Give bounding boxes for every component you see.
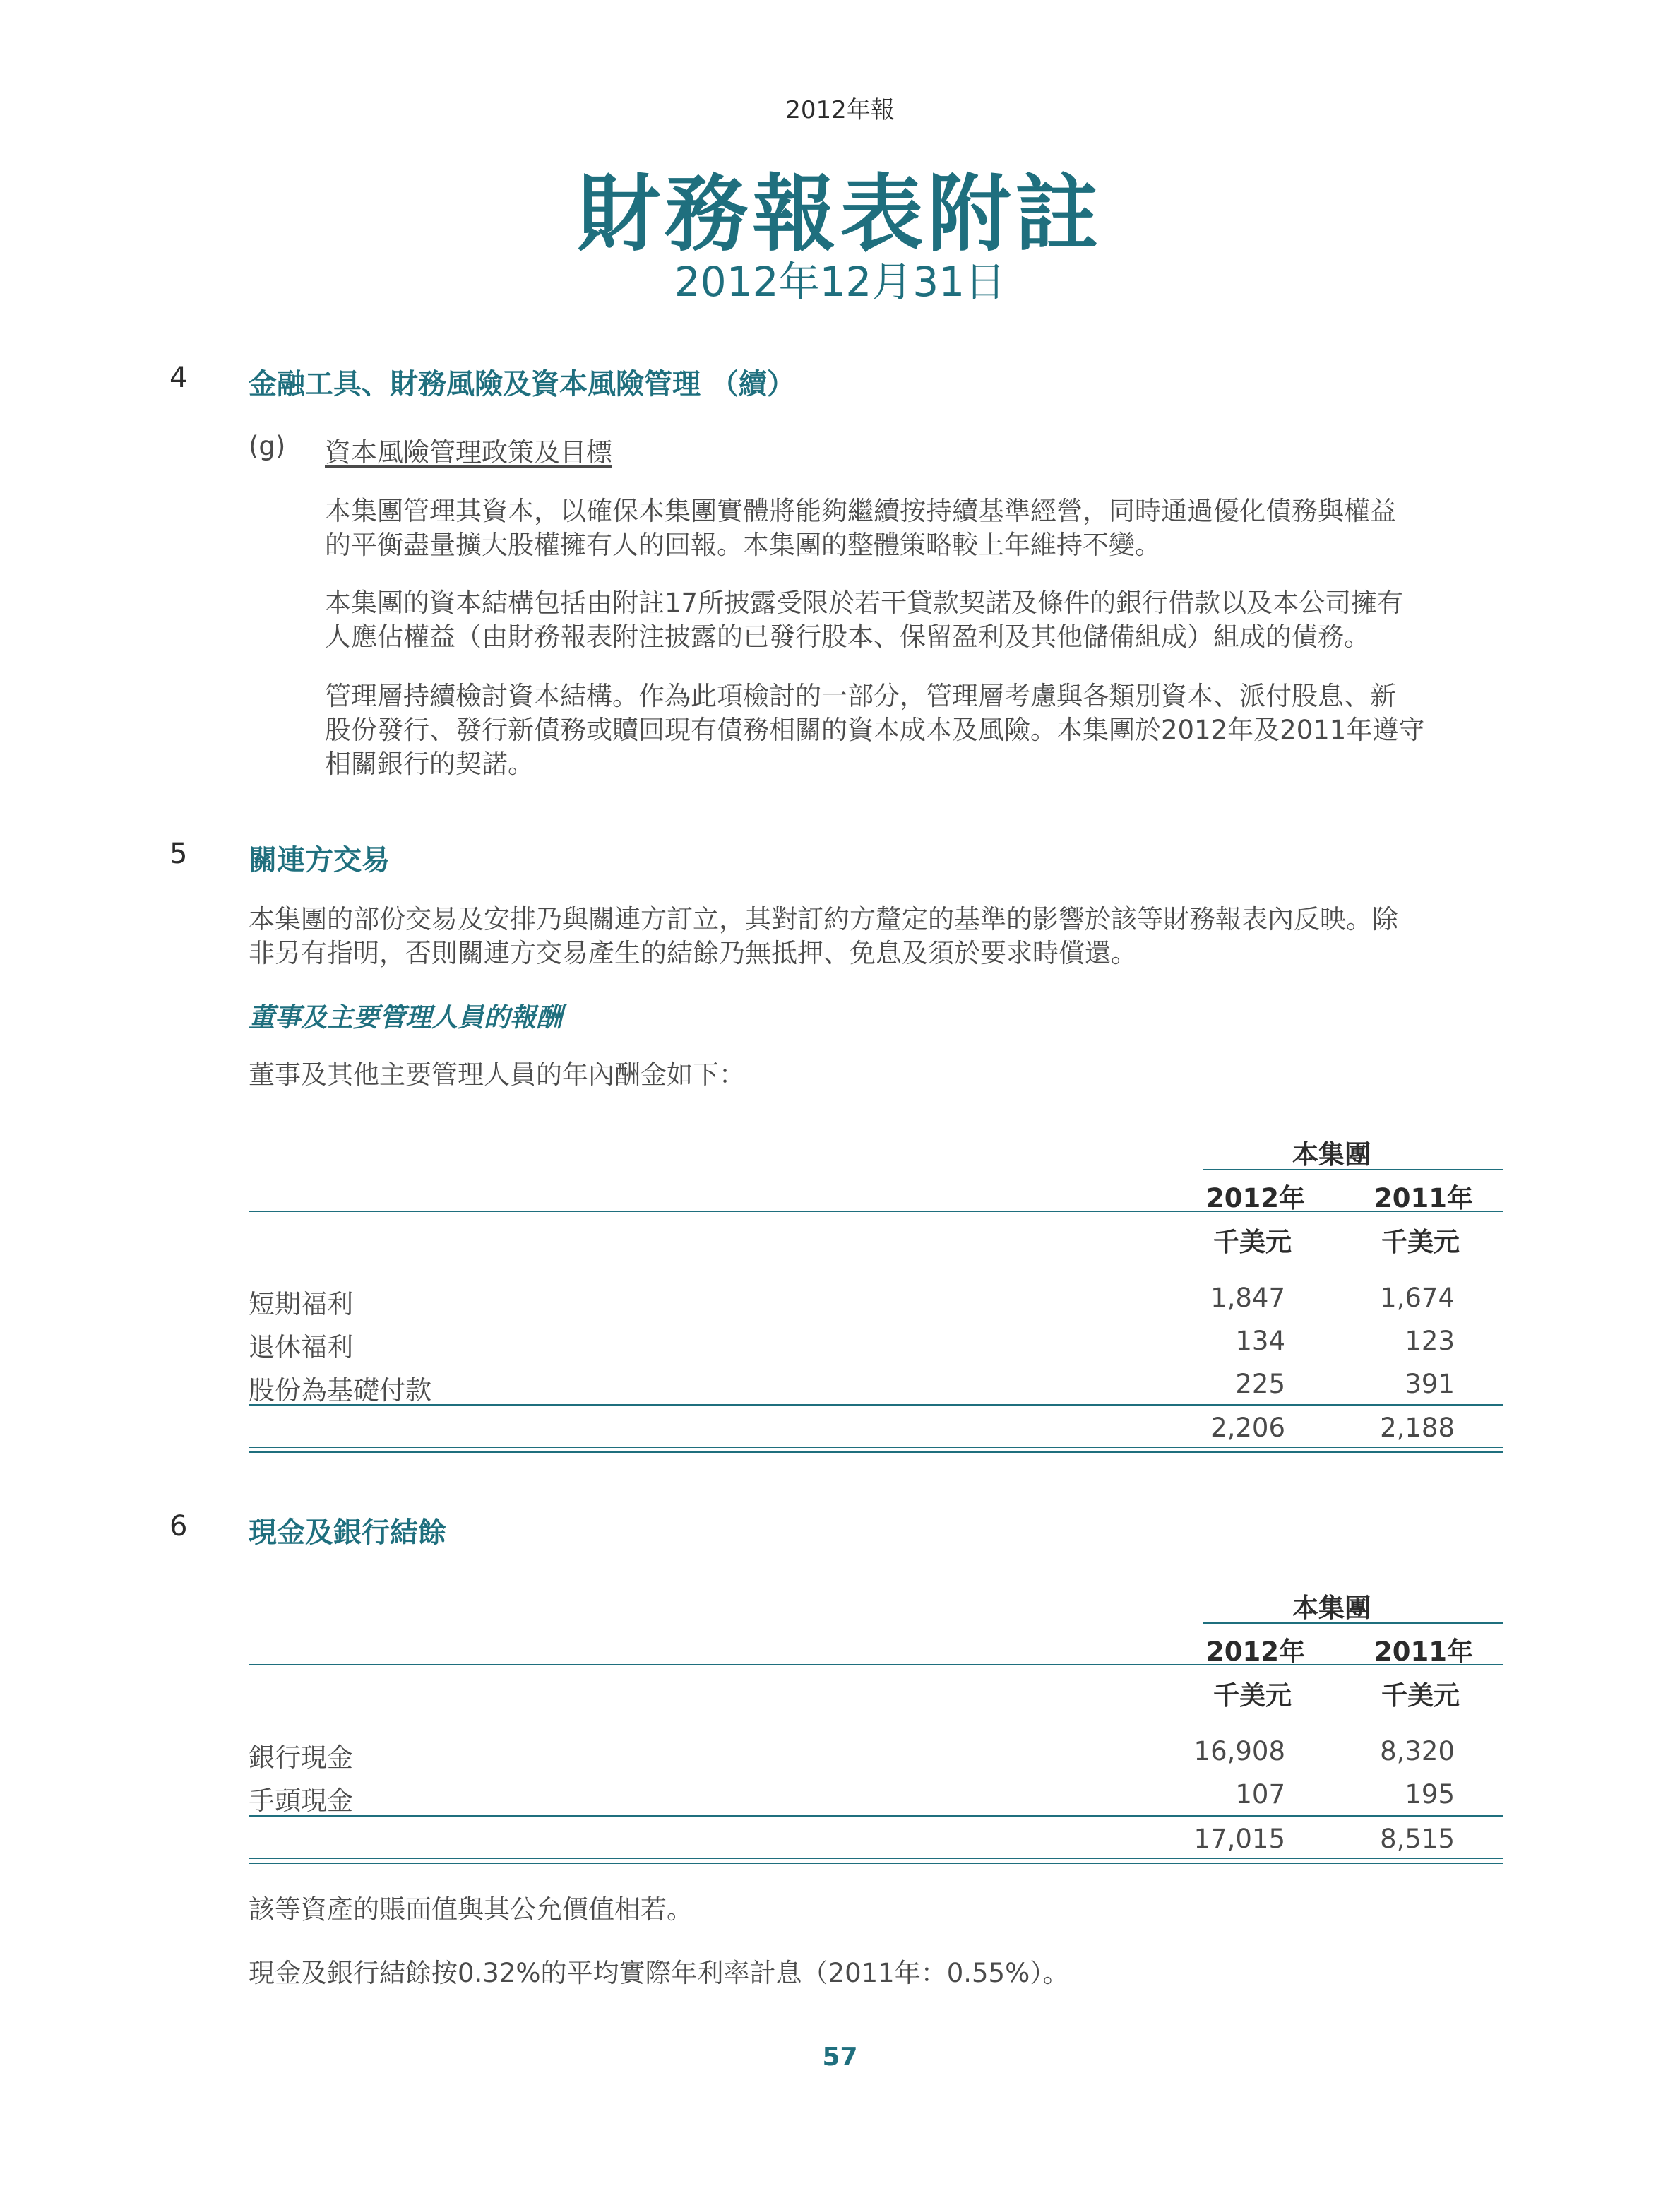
- table-row: [249, 1736, 1503, 1773]
- text-line: 的平衡盡量擴大股權擁有人的回報。本集團的整體策略較上年維持不變。: [325, 530, 1161, 560]
- col-2011-header: 2011年: [1374, 1636, 1473, 1667]
- section-6-title: 現金及銀行結餘: [249, 1516, 446, 1549]
- section-5-number: 5: [169, 838, 188, 870]
- col-2011-unit: 千美元: [1381, 1680, 1460, 1711]
- group-underline: [1203, 1169, 1503, 1170]
- total-double-underline: [249, 1858, 1503, 1864]
- section-4-paragraph-2: [325, 586, 1525, 654]
- row-label: 銀行現金: [249, 1742, 353, 1773]
- text-line: 本集團管理其資本，以確保本集團實體將能夠繼續按持續基準經營，同時通過優化債務與權益: [325, 496, 1396, 526]
- table-row: [249, 1369, 1503, 1406]
- section-4-paragraph-1: [325, 494, 1525, 562]
- row-label: 退休福利: [249, 1332, 353, 1362]
- remuneration-subheading: 董事及主要管理人員的報酬: [249, 1002, 562, 1033]
- table-row: [249, 1779, 1503, 1816]
- col-2012-header: 2012年: [1206, 1636, 1305, 1667]
- section-6-number: 6: [169, 1510, 188, 1543]
- row-value-2011: 8,320: [1380, 1736, 1455, 1766]
- table-group-label: 本集團: [1292, 1593, 1371, 1623]
- row-label: 短期福利: [249, 1289, 353, 1319]
- row-value-2011: 391: [1405, 1369, 1455, 1399]
- row-value-2012: 16,908: [1193, 1736, 1285, 1766]
- header-divider: [249, 1211, 1503, 1212]
- header-divider: [249, 1664, 1503, 1665]
- text-line: 本集團的部份交易及安排乃與關連方訂立，其對訂約方釐定的基準的影響於該等財務報表內反映。除: [249, 904, 1398, 934]
- remuneration-lead: 董事及其他主要管理人員的年內酬金如下：: [249, 1059, 745, 1090]
- text-line: 股份發行、發行新債務或贖回現有債務相關的資本成本及風險。本集團於2012年及2011年遵守: [325, 715, 1425, 745]
- page-number: 57: [822, 2043, 858, 2072]
- text-line: 相關銀行的契諾。: [325, 749, 534, 779]
- section-4-number: 4: [169, 362, 188, 394]
- col-2011-unit: 千美元: [1381, 1227, 1460, 1257]
- section-4-title: 金融工具、財務風險及資本風險管理 （續）: [249, 368, 795, 400]
- text-line: 管理層持續檢討資本結構。作為此項檢討的一部分，管理層考慮與各類別資本、派付股息、新: [325, 681, 1396, 711]
- text-line: 本集團的資本結構包括由附註17所披露受限於若干貸款契諾及條件的銀行借款以及本公司擁有: [325, 588, 1404, 618]
- row-value-2012: 134: [1235, 1326, 1285, 1356]
- text-line: 人應佔權益（由財務報表附注披露的已發行股本、保留盈利及其他儲備組成）組成的債務。: [325, 622, 1370, 652]
- report-year: 2012年報: [785, 96, 895, 124]
- subtotal-divider: [249, 1404, 1503, 1406]
- row-label: 股份為基礎付款: [249, 1375, 431, 1406]
- section-5-intro: [249, 903, 1520, 970]
- fair-value-note: 該等資產的賬面值與其公允價值相若。: [249, 1894, 693, 1925]
- table-total-row: [249, 1413, 1503, 1447]
- total-double-underline: [249, 1447, 1503, 1453]
- subsection-g-label: (g): [249, 431, 286, 461]
- page-date: 2012年12月31日: [674, 258, 1006, 306]
- total-2012: 2,206: [1210, 1413, 1285, 1443]
- section-4-paragraph-3: [325, 679, 1525, 781]
- table-row: [249, 1326, 1503, 1360]
- table-total-row: [249, 1824, 1503, 1858]
- row-value-2011: 195: [1405, 1779, 1455, 1810]
- table-group-label: 本集團: [1292, 1139, 1371, 1170]
- row-value-2011: 1,674: [1380, 1283, 1455, 1313]
- col-2011-header: 2011年: [1374, 1183, 1473, 1213]
- col-2012-unit: 千美元: [1213, 1227, 1292, 1257]
- row-value-2011: 123: [1405, 1326, 1455, 1356]
- row-value-2012: 107: [1235, 1779, 1285, 1810]
- group-underline: [1203, 1622, 1503, 1624]
- text-line: 非另有指明，否則關連方交易產生的結餘乃無抵押、免息及須於要求時償還。: [249, 938, 1137, 968]
- interest-rate-note: 現金及銀行結餘按0.32%的平均實際年利率計息（2011年：0.55%）。: [249, 1958, 1069, 1988]
- page-title: 財務報表附註: [577, 165, 1103, 263]
- section-5-title: 關連方交易: [249, 844, 390, 877]
- row-label: 手頭現金: [249, 1786, 353, 1816]
- total-2011: 2,188: [1380, 1413, 1455, 1443]
- col-2012-header: 2012年: [1206, 1183, 1305, 1213]
- col-2012-unit: 千美元: [1213, 1680, 1292, 1711]
- total-2011: 8,515: [1380, 1824, 1455, 1854]
- row-value-2012: 1,847: [1210, 1283, 1285, 1313]
- subtotal-divider: [249, 1815, 1503, 1817]
- row-value-2012: 225: [1235, 1369, 1285, 1399]
- total-2012: 17,015: [1193, 1824, 1285, 1854]
- table-row: [249, 1283, 1503, 1317]
- subsection-g-title: 資本風險管理政策及目標: [325, 437, 612, 468]
